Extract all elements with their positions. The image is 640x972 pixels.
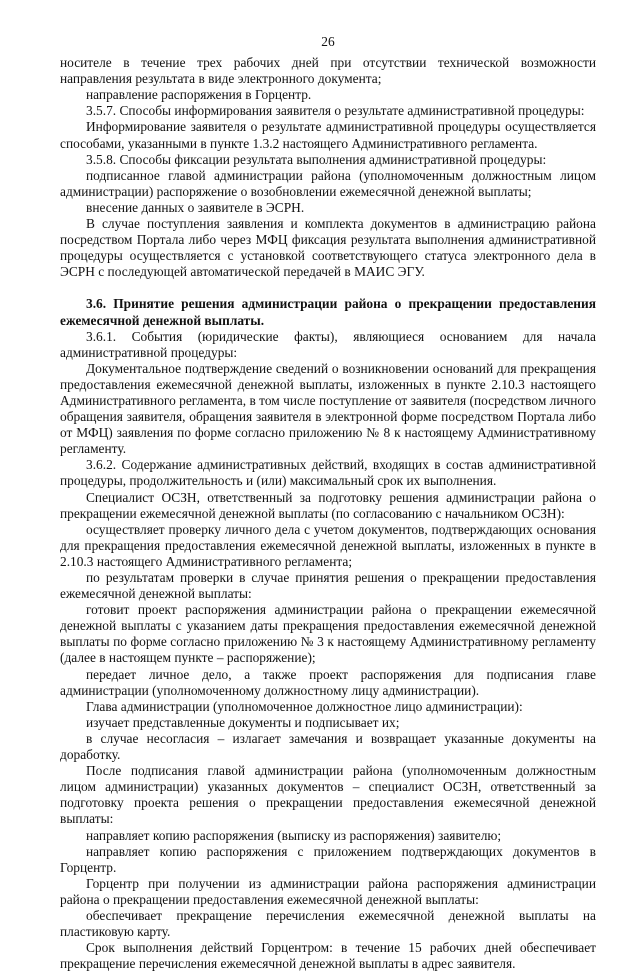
paragraph: После подписания главой администрации района (уполномоченным должностным лицом администрации) указанных документов – специалист ОСЗН, ответственный за подготовку проекта решения о прекращении предоставления ежемесячной денежной выплаты: [60,763,596,827]
paragraph: подписанное главой администрации района (уполномоченным должностным лицом администрации) распоряжение о возобновлении ежемесячной денежной выплаты; [60,167,596,199]
paragraph: носителе в течение трех рабочих дней при отсутствии технической возможности направления результата в виде электронного документа; [60,55,596,87]
paragraph: 3.6.2. Содержание административных действий, входящих в состав административной процедуры, продолжительность и (или) максимальный срок их выполнения. [60,457,596,489]
paragraph: Срок выполнения действий Горцентром: в течение 15 рабочих дней обеспечивает прекращение перечисления ежемесячной денежной выплаты в адрес заявителя. [60,940,596,972]
section-heading: 3.6. Принятие решения администрации района о прекращении предоставления ежемесячной денежной выплаты. [60,296,596,328]
paragraph: осуществляет проверку личного дела с учетом документов, подтверждающих основания для прекращения предоставления ежемесячной денежной выплаты, изложенных в пункте в 2.10.3 настоящего Административного регламента; [60,521,596,569]
paragraph: передает личное дело, а также проект распоряжения для подписания главе администрации (уполномоченному должностному лицу администрации). [60,666,596,698]
paragraph: направляет копию распоряжения с приложением подтверждающих документов в Горцентр. [60,843,596,875]
paragraph: готовит проект распоряжения администрации района о прекращении ежемесячной денежной выплаты с указанием даты прекращения предоставления ежемесячной денежной выплаты по форме согласно приложению № 3 к настоящему Административному регламенту (далее в настоящем пункте – распоряжение); [60,602,596,666]
paragraph: В случае поступления заявления и комплекта документов в администрацию района посредством Портала либо через МФЦ фиксация результата выполнения административной процедуры осуществляется с установкой соответствующего статуса электронного дела в ЭСРН с последующей автоматической передачей в МАИС ЭГУ. [60,216,596,280]
paragraph: Глава администрации (уполномоченное должностное лицо администрации): [86,698,523,714]
top-section [60,55,596,280]
paragraph: направление распоряжения в Горцентр. [86,87,312,103]
paragraph: 3.6.1. События (юридические факты), являющиеся основанием для начала административной процедуры: [60,328,596,360]
paragraph: внесение данных о заявителе в ЭСРН. [86,199,305,215]
paragraph: обеспечивает прекращение перечисления ежемесячной денежной выплаты на пластиковую карту. [60,907,596,940]
paragraph: направляет копию распоряжения (выписку из распоряжения) заявителю; [86,827,502,843]
document-page [60,34,596,972]
section-gap [60,280,596,296]
paragraph: Документальное подтверждение сведений о возникновении оснований для прекращения предоставления ежемесячной денежной выплаты, изложенных в пункте 2.10.3 настоящего Административного регламента, в том числе поступление от заявителя (посредством личного обращения заявителя, обращения заявителя в электронной форме посредством Портала либо от МФЦ) заявления по форме согласно приложению № 8 к настоящему Административному регламенту. [60,360,596,457]
paragraph: 3.5.8. Способы фиксации результата выполнения административной процедуры: [86,151,547,167]
paragraph: в случае несогласия – излагает замечания и возвращает указанные документы на доработку. [60,730,596,763]
paragraph: Горцентр при получении из администрации района распоряжения администрации района о прекращении предоставления ежемесячной денежной выплаты: [60,875,596,907]
paragraph: 3.5.7. Способы информирования заявителя о результате административной процедуры: [86,103,585,119]
paragraph: Специалист ОСЗН, ответственный за подготовку решения администрации района о прекращении ежемесячной денежной выплаты (по согласованию с начальником ОСЗН): [60,489,596,521]
page-number: 26 [321,34,335,49]
paragraph: по результатам проверки в случае принятия решения о прекращении предоставления ежемесячной денежной выплаты: [60,570,596,602]
paragraph: изучает представленные документы и подписывает их; [86,714,400,730]
bottom-section [60,329,596,972]
paragraph: Информирование заявителя о результате административной процедуры осуществляется способами, указанными в пункте 1.3.2 настоящего Административного регламента. [60,119,596,151]
